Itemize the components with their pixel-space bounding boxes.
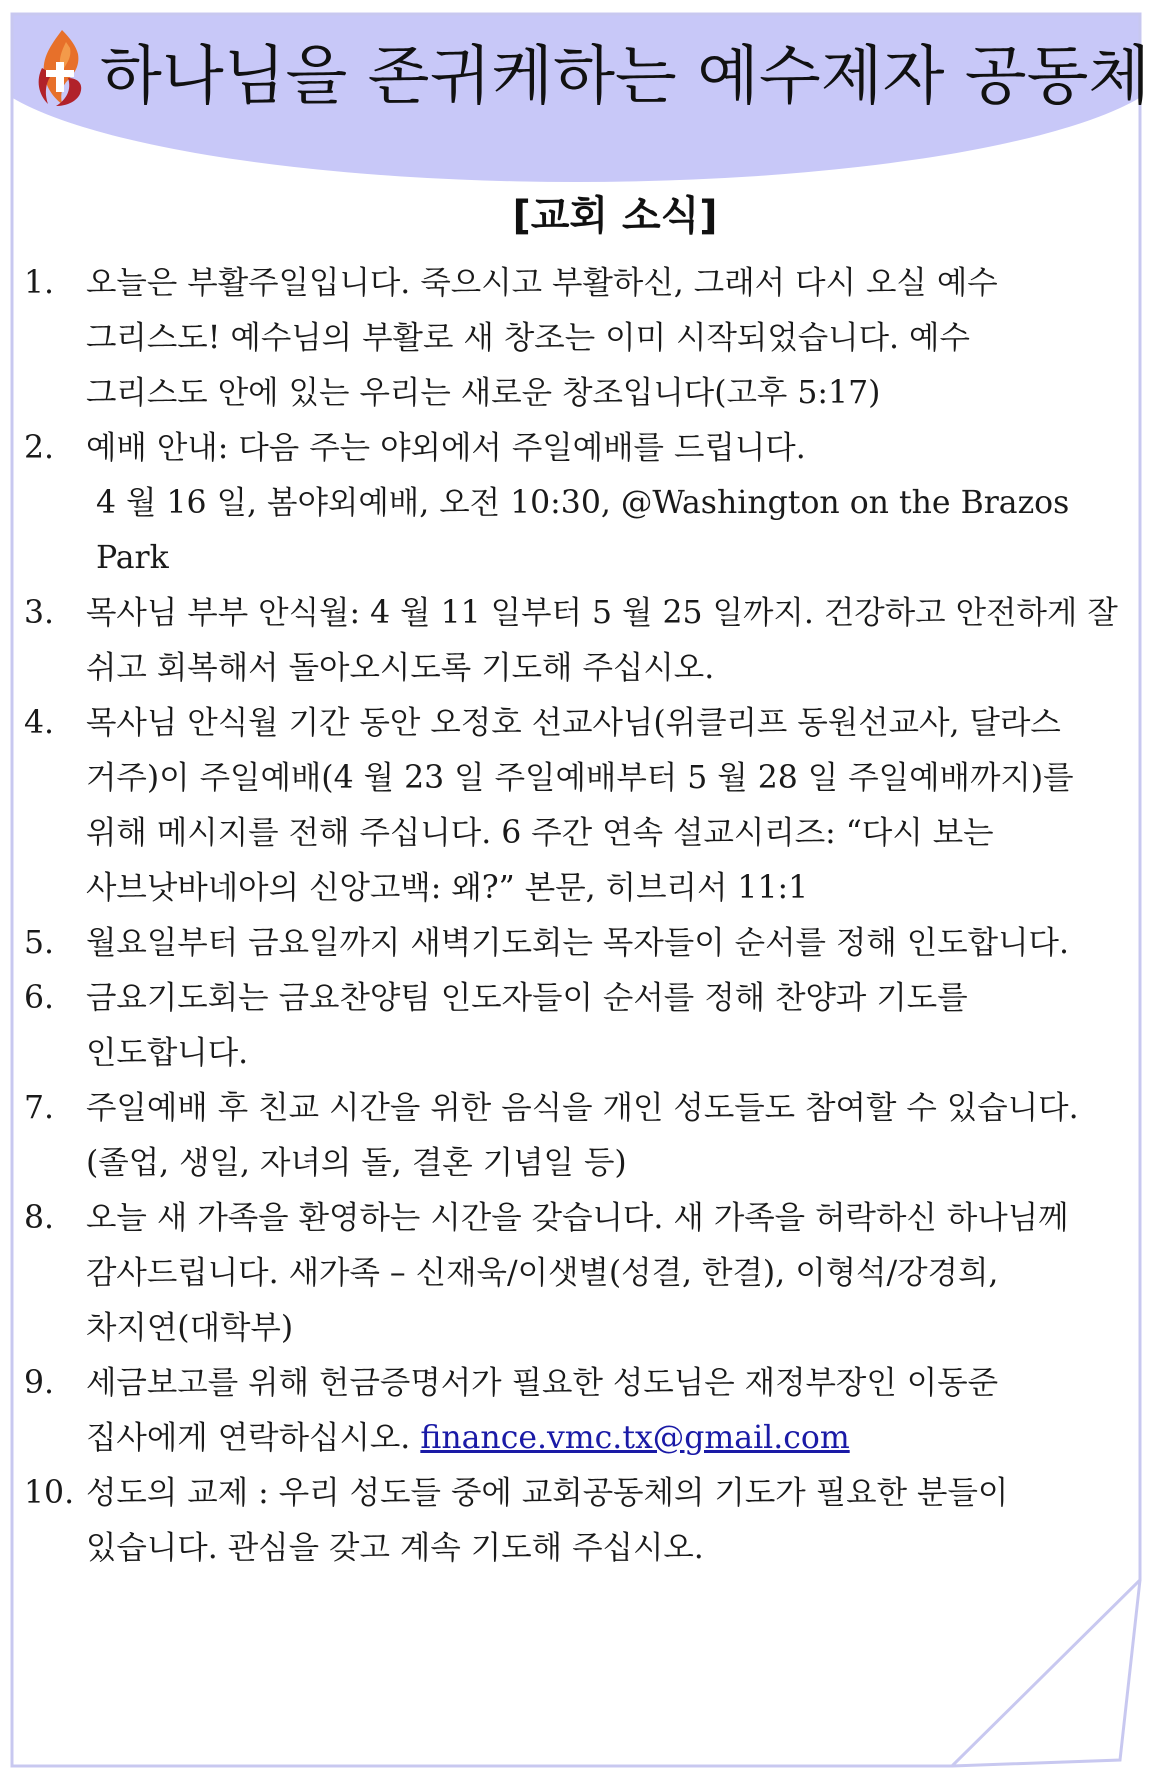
list-item [24,696,1124,916]
item-number: 7. [24,1090,55,1126]
item-line: 주일예배 후 친교 시간을 위한 음식을 개인 성도들도 참여할 수 있습니다. [86,1090,1079,1126]
email-link[interactable]: finance.vmc.tx@gmail.com [420,1420,850,1456]
item-line: 세금보고를 위해 헌금증명서가 필요한 성도님은 재정부장인 이동준 [86,1365,999,1401]
list-item [24,971,1124,1081]
item-line: 목사님 안식월 기간 동안 오정호 선교사님(위클리프 동원선교사, 달라스 [86,705,1061,741]
item-line: (졸업, 생일, 자녀의 돌, 결혼 기념일 등) [86,1145,627,1181]
item-line: 오늘은 부활주일입니다. 죽으시고 부활하신, 그래서 다시 오실 예수 [86,265,998,301]
item-line: 4 월 16 일, 봄야외예배, 오전 10:30, @Washington on the Brazos [96,485,1070,521]
item-line: 있습니다. 관심을 갖고 계속 기도해 주십시오. [86,1530,704,1566]
item-line: 예배 안내: 다음 주는 야외에서 주일예배를 드립니다. [86,430,806,466]
list-item [24,1356,1124,1466]
item-line: 차지연(대학부) [86,1310,294,1346]
item-line: 쉬고 회복해서 돌아오시도록 기도해 주십시오. [86,650,715,686]
item-line: 감사드립니다. 새가족 – 신재욱/이샛별(성결, 한결), 이형석/강경희, [86,1255,999,1291]
item-line: 인도합니다. [86,1035,249,1071]
item-number: 1. [24,265,55,301]
page-title: 하나님을 존귀케하는 예수제자 공동체 [100,40,1151,114]
item-line: 월요일부터 금요일까지 새벽기도회는 목자들이 순서를 정해 인도합니다. [86,925,1069,961]
list-item [24,586,1124,696]
news-list [24,256,1124,1576]
item-number: 8. [24,1200,55,1236]
item-line: Park [96,540,169,576]
item-line: 그리스도 안에 있는 우리는 새로운 창조입니다(고후 5:17) [86,375,881,411]
flame-cross-icon [32,28,92,112]
item-number: 4. [24,705,55,741]
item-number: 3. [24,595,55,631]
contact-text: 집사에게 연락하십시오. [86,1420,421,1456]
list-item [24,916,1124,971]
item-number: 10. [24,1475,75,1511]
list-item [24,256,1124,421]
item-number: 6. [24,980,55,1016]
item-line-with-email [86,1411,1124,1466]
item-line: 금요기도회는 금요찬양팀 인도자들이 순서를 정해 찬양과 기도를 [86,980,968,1016]
item-number: 2. [24,430,55,466]
item-line: 그리스도! 예수님의 부활로 새 창조는 이미 시작되었습니다. 예수 [86,320,970,356]
item-line: 위해 메시지를 전해 주십니다. 6 주간 연속 설교시리즈: “다시 보는 [86,815,994,851]
item-line: 거주)이 주일예배(4 월 23 일 주일예배부터 5 월 28 일 주일예배까지)를 [86,760,1074,796]
item-line: 성도의 교제 : 우리 성도들 중에 교회공동체의 기도가 필요한 분들이 [86,1475,1009,1511]
list-item [24,421,1124,586]
item-number: 9. [24,1365,55,1401]
section-title: [교회 소식] [512,193,718,239]
list-item [24,1191,1124,1356]
list-item [24,1081,1124,1191]
item-number: 5. [24,925,55,961]
item-line: 오늘 새 가족을 환영하는 시간을 갖습니다. 새 가족을 허락하신 하나님께 [86,1200,1069,1236]
item-line: 목사님 부부 안식월: 4 월 11 일부터 5 월 25 일까지. 건강하고 안전하게 잘 [86,595,1118,631]
item-line: 사브낫바네아의 신앙고백: 왜?” 본문, 히브리서 11:1 [86,870,809,906]
list-item [24,1466,1124,1576]
